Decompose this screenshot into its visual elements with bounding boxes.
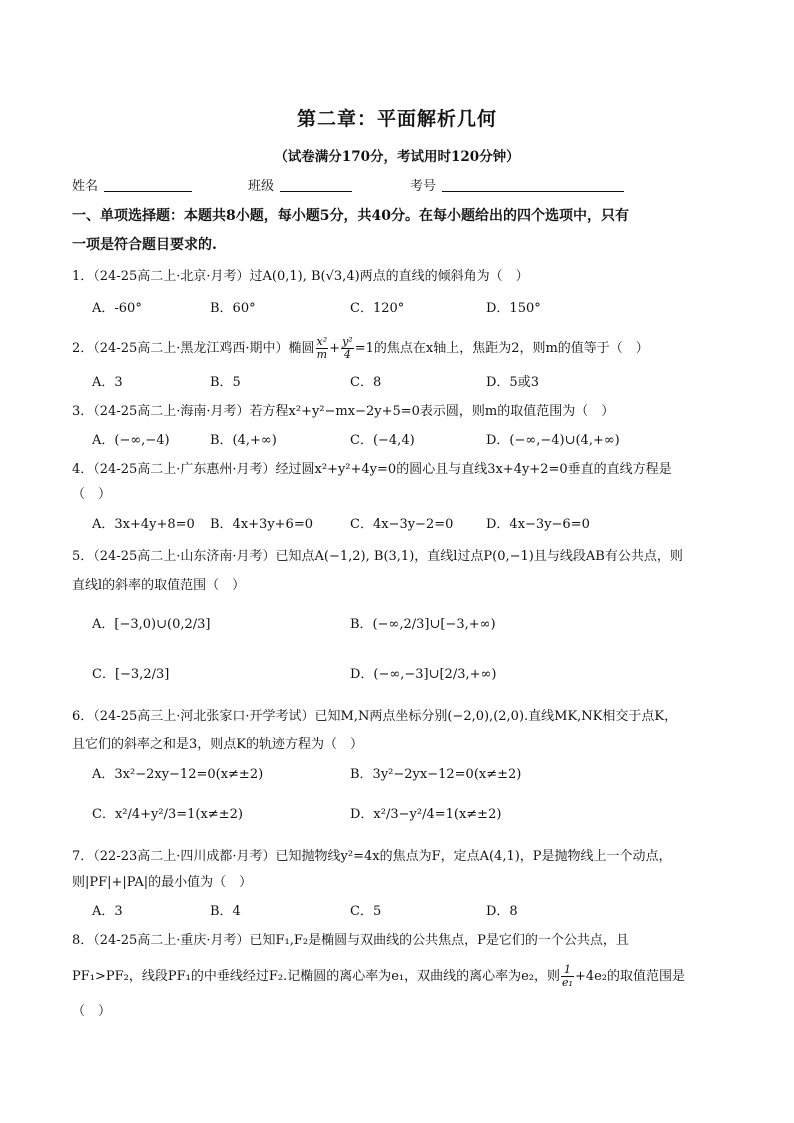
option-a[interactable]: A．3 [92,375,123,390]
option-a[interactable]: A．3x+4y+8=0 [92,517,195,532]
question-1: 1．（24-25高二上·北京·月考）过A(0,1), B(√3,4)两点的直线的倾斜角为（ ） [72,269,529,284]
option-b[interactable]: B．(4,+∞) [210,433,277,448]
fraction-x2-m: $\frac{\text{x²}}{m}$ [316,335,328,361]
option-d[interactable]: D．4x−3y−6=0 [486,517,590,532]
section-heading-line2: 一项是符合题目要求的. [72,237,217,253]
option-b[interactable]: B．5 [210,375,241,390]
option-a[interactable]: A．3 [92,904,123,919]
option-c[interactable]: C．120° [350,301,405,316]
option-a[interactable]: A．[−3,0)∪(0,2/3] [92,617,211,632]
question-3: 3．（24-25高二上·海南·月考）若方程x²+y²−mx−2y+5=0表示圆，则m的取值范围为（ ） [72,404,615,419]
page-title: 第二章：平面解析几何 [296,108,497,130]
question-7: 7．（22-23高二上·四川成都·月考）已知抛物线y²=4x的焦点为F，定点A(4,1)，P是抛物线上一个动点， 则|PF|+|PA|的最小值为（ ） [72,849,672,890]
number-label: 考号 [410,179,437,194]
option-c[interactable]: C．[−3,2/3] [92,667,170,682]
question-5: 5．（24-25高二上·山东济南·月考）已知点A(−1,2), B(3,1)，直线l过点P(0,−1)且与线段AB有公共点，则 直线l的斜率的取值范围（ ） [72,549,683,593]
option-c[interactable]: C．x²/4+y²/3=1(x≠±2) [92,807,243,822]
option-c[interactable]: C．4x−3y−2=0 [350,517,454,532]
question-8: 8．（24-25高二上·重庆·月考）已知F₁,F₂是椭圆与双曲线的公共焦点，P是它们的一个公共点，且 PF₁>PF₂，线段PF₁的中垂线经过F₂.记椭圆的离心率为e₁，双曲线的离心率为e₂，则 $\frac{1}{\text{e₁}}$ +4e₂的取值范围是 （ ） [72,933,686,1019]
option-b[interactable]: B．4x+3y+6=0 [210,517,313,532]
option-a[interactable]: A．(−∞,−4) [92,433,170,448]
class-label: 班级 [248,179,275,194]
option-a[interactable]: A．-60° [92,301,142,316]
fraction-y2-4: $\frac{\text{y²}}{4}$ [342,335,353,361]
option-d[interactable]: D．150° [486,301,541,316]
option-a[interactable]: A．3x²−2xy−12=0(x≠±2) [92,767,264,782]
option-b[interactable]: B．60° [210,301,256,316]
option-c[interactable]: C．5 [350,904,382,919]
option-d[interactable]: D．8 [486,904,518,919]
option-b[interactable]: B．(−∞,2/3]∪[−3,+∞) [350,617,496,632]
option-d[interactable]: D．5或3 [486,375,539,390]
name-blank[interactable] [104,191,192,192]
option-d[interactable]: D．(−∞,−3]∪[2/3,+∞) [350,667,497,682]
question-6: 6．（24-25高三上·河北张家口·开学考试）已知M,N两点坐标分别(−2,0),(2,0).直线MK,NK相交于点K， 且它们的斜率之和是3，则点K的轨迹方程为（ ） [72,709,678,752]
fraction-1-e1: $\frac{1}{\text{e₁}}$ [562,963,573,989]
question-2: 2．（24-25高二上·黑龙江鸡西·期中）椭圆 $\frac{\text{x²}}{m}$ + $\frac{\text{y²}}{4}$ =1的焦点在x轴上，焦距为2，则m的值等于（ ） [72,335,649,361]
option-b[interactable]: B．4 [210,904,241,919]
number-blank[interactable] [442,191,624,192]
option-c[interactable]: C．8 [350,375,382,390]
option-d[interactable]: D．(−∞,−4)∪(4,+∞) [486,433,620,448]
option-c[interactable]: C．(−4,4) [350,433,415,448]
section-heading [72,202,732,260]
option-b[interactable]: B．3y²−2yx−12=0(x≠±2) [350,767,522,782]
name-label: 姓名 [72,179,99,194]
question-4: 4．（24-25高二上·广东惠州·月考）经过圆x²+y²+4y=0的圆心且与直线3x+4y+2=0垂直的直线方程是 （ ） [72,462,672,502]
class-blank[interactable] [280,191,352,192]
option-d[interactable]: D．x²/3−y²/4=1(x≠±2) [350,807,502,822]
section-heading-line1: 一、单项选择题：本题共8小题，每小题5分，共40分。在每小题给出的四个选项中，只有 [72,208,629,224]
page-subtitle: （试卷满分170分，考试用时120分钟） [274,149,520,165]
